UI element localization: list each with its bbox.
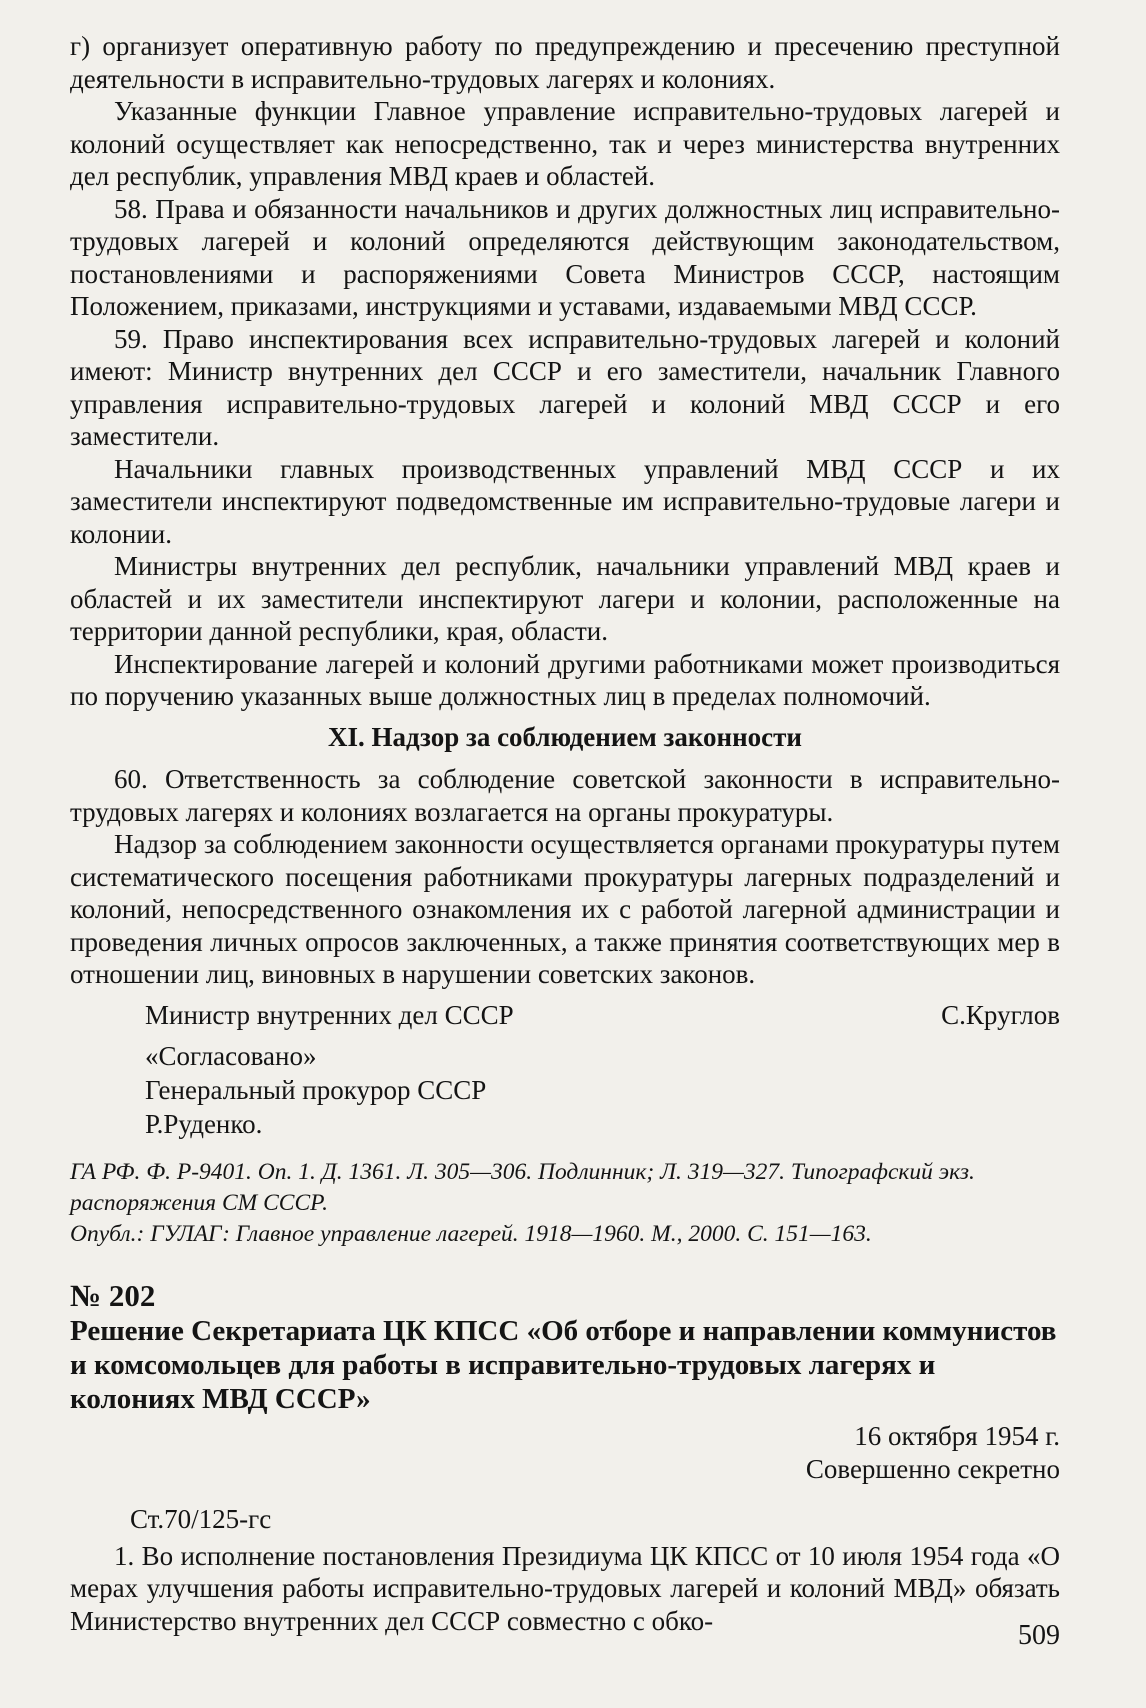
signature-block xyxy=(70,999,1060,1032)
signature-name: С.Круглов xyxy=(941,999,1060,1030)
document-date: 16 октября 1954 г. xyxy=(854,1421,1060,1451)
agreed-name: Р.Руденко. xyxy=(145,1109,263,1139)
document-title: Решение Секретариата ЦК КПСС «Об отборе и направлении коммунистов и комсомольцев для работы в исправительно-трудовых лагерях и колониях МВД СССР» xyxy=(70,1315,1057,1415)
document-classification: Совершенно секретно xyxy=(805,1453,1060,1484)
paragraph-decision-1: 1. Во исполнение постановления Президиума ЦК КПСС от 10 июля 1954 года «О мерах улучшения работы исправительно-трудовых лагерей и колоний МВД» обязать Министерство внутренних дел СССР совместно с обко- xyxy=(70,1540,1060,1636)
paragraph-republic-ministers: Министры внутренних дел республик, начальники управлений МВД краев и областей и их заместители инспектируют лагери и колонии, расположенные на территории данной республики, края, области. xyxy=(70,551,1060,646)
paragraph-60: 60. Ответственность за соблюдение советской законности в исправительно-трудовых лагерях и колониях возлагается на органы прокуратуры. xyxy=(70,764,1060,827)
paragraph-59: 59. Право инспектирования всех исправительно-трудовых лагерей и колоний имеют: Министр внутренних дел СССР и его заместители, начальник Главного управления исправительно-трудовых лагерей и колоний МВД СССР и его заместители. xyxy=(70,323,1060,451)
archive-source: ГА РФ. Ф. Р-9401. Оп. 1. Д. 1361. Л. 305—306. Подлинник; Л. 319—327. Типографский экз. распоряжения СМ СССР. xyxy=(70,1159,975,1216)
paragraph-functions: Указанные функции Главное управление исправительно-трудовых лагерей и колоний осуществляет как непосредственно, так и через министерства внутренних дел республик, управления МВД краев и областей. xyxy=(70,96,1060,191)
document-number: № 202 xyxy=(70,1278,156,1313)
paragraph-item-g: г) организует оперативную работу по предупреждению и пресечению преступной деятельности в исправительно-трудовых лагерях и колониях. xyxy=(70,31,1060,94)
section-heading: XI. Надзор за соблюдением законности xyxy=(328,721,802,752)
archive-published: Опубл.: ГУЛАГ: Главное управление лагерей. 1918—1960. М., 2000. С. 151—163. xyxy=(70,1221,872,1247)
paragraph-production-chiefs: Начальники главных производственных управлений МВД СССР и их заместители инспектируют подведомственные им исправительно-трудовые лагери и колонии. xyxy=(70,453,1060,549)
paragraph-oversight: Надзор за соблюдением законности осуществляется органами прокуратуры путем систематического посещения работниками прокуратуры лагерных подразделений и колоний, непосредственного ознакомления их с работой лагерной администрации и проведения личных опросов заключенных, а также принятия соответствующих мер в отношении лиц, виновных в нарушении советских законов. xyxy=(70,829,1060,989)
agreed-block xyxy=(70,1039,1060,1141)
document-page xyxy=(70,30,1060,1637)
paragraph-58: 58. Права и обязанности начальников и других должностных лиц исправительно-трудовых лагерей и колоний определяются действующим законодательством, постановлениями и распоряжениями Совета Министров СССР, настоящим Положением, приказами, инструкциями и уставами, издаваемыми МВД СССР. xyxy=(70,193,1060,321)
page-number: 509 xyxy=(1018,1620,1060,1651)
signature-position: Министр внутренних дел СССР xyxy=(145,999,514,1030)
paragraph-inspection-other: Инспектирование лагерей и колоний другими работниками может производиться по поручению указанных выше должностных лиц в пределах полномочий. xyxy=(70,648,1060,711)
agreed-position: Генеральный прокурор СССР xyxy=(145,1075,487,1105)
document-code: Ст.70/125-гс xyxy=(130,1504,272,1534)
archive-reference xyxy=(70,1157,1060,1250)
agreed-label: «Согласовано» xyxy=(145,1041,317,1071)
